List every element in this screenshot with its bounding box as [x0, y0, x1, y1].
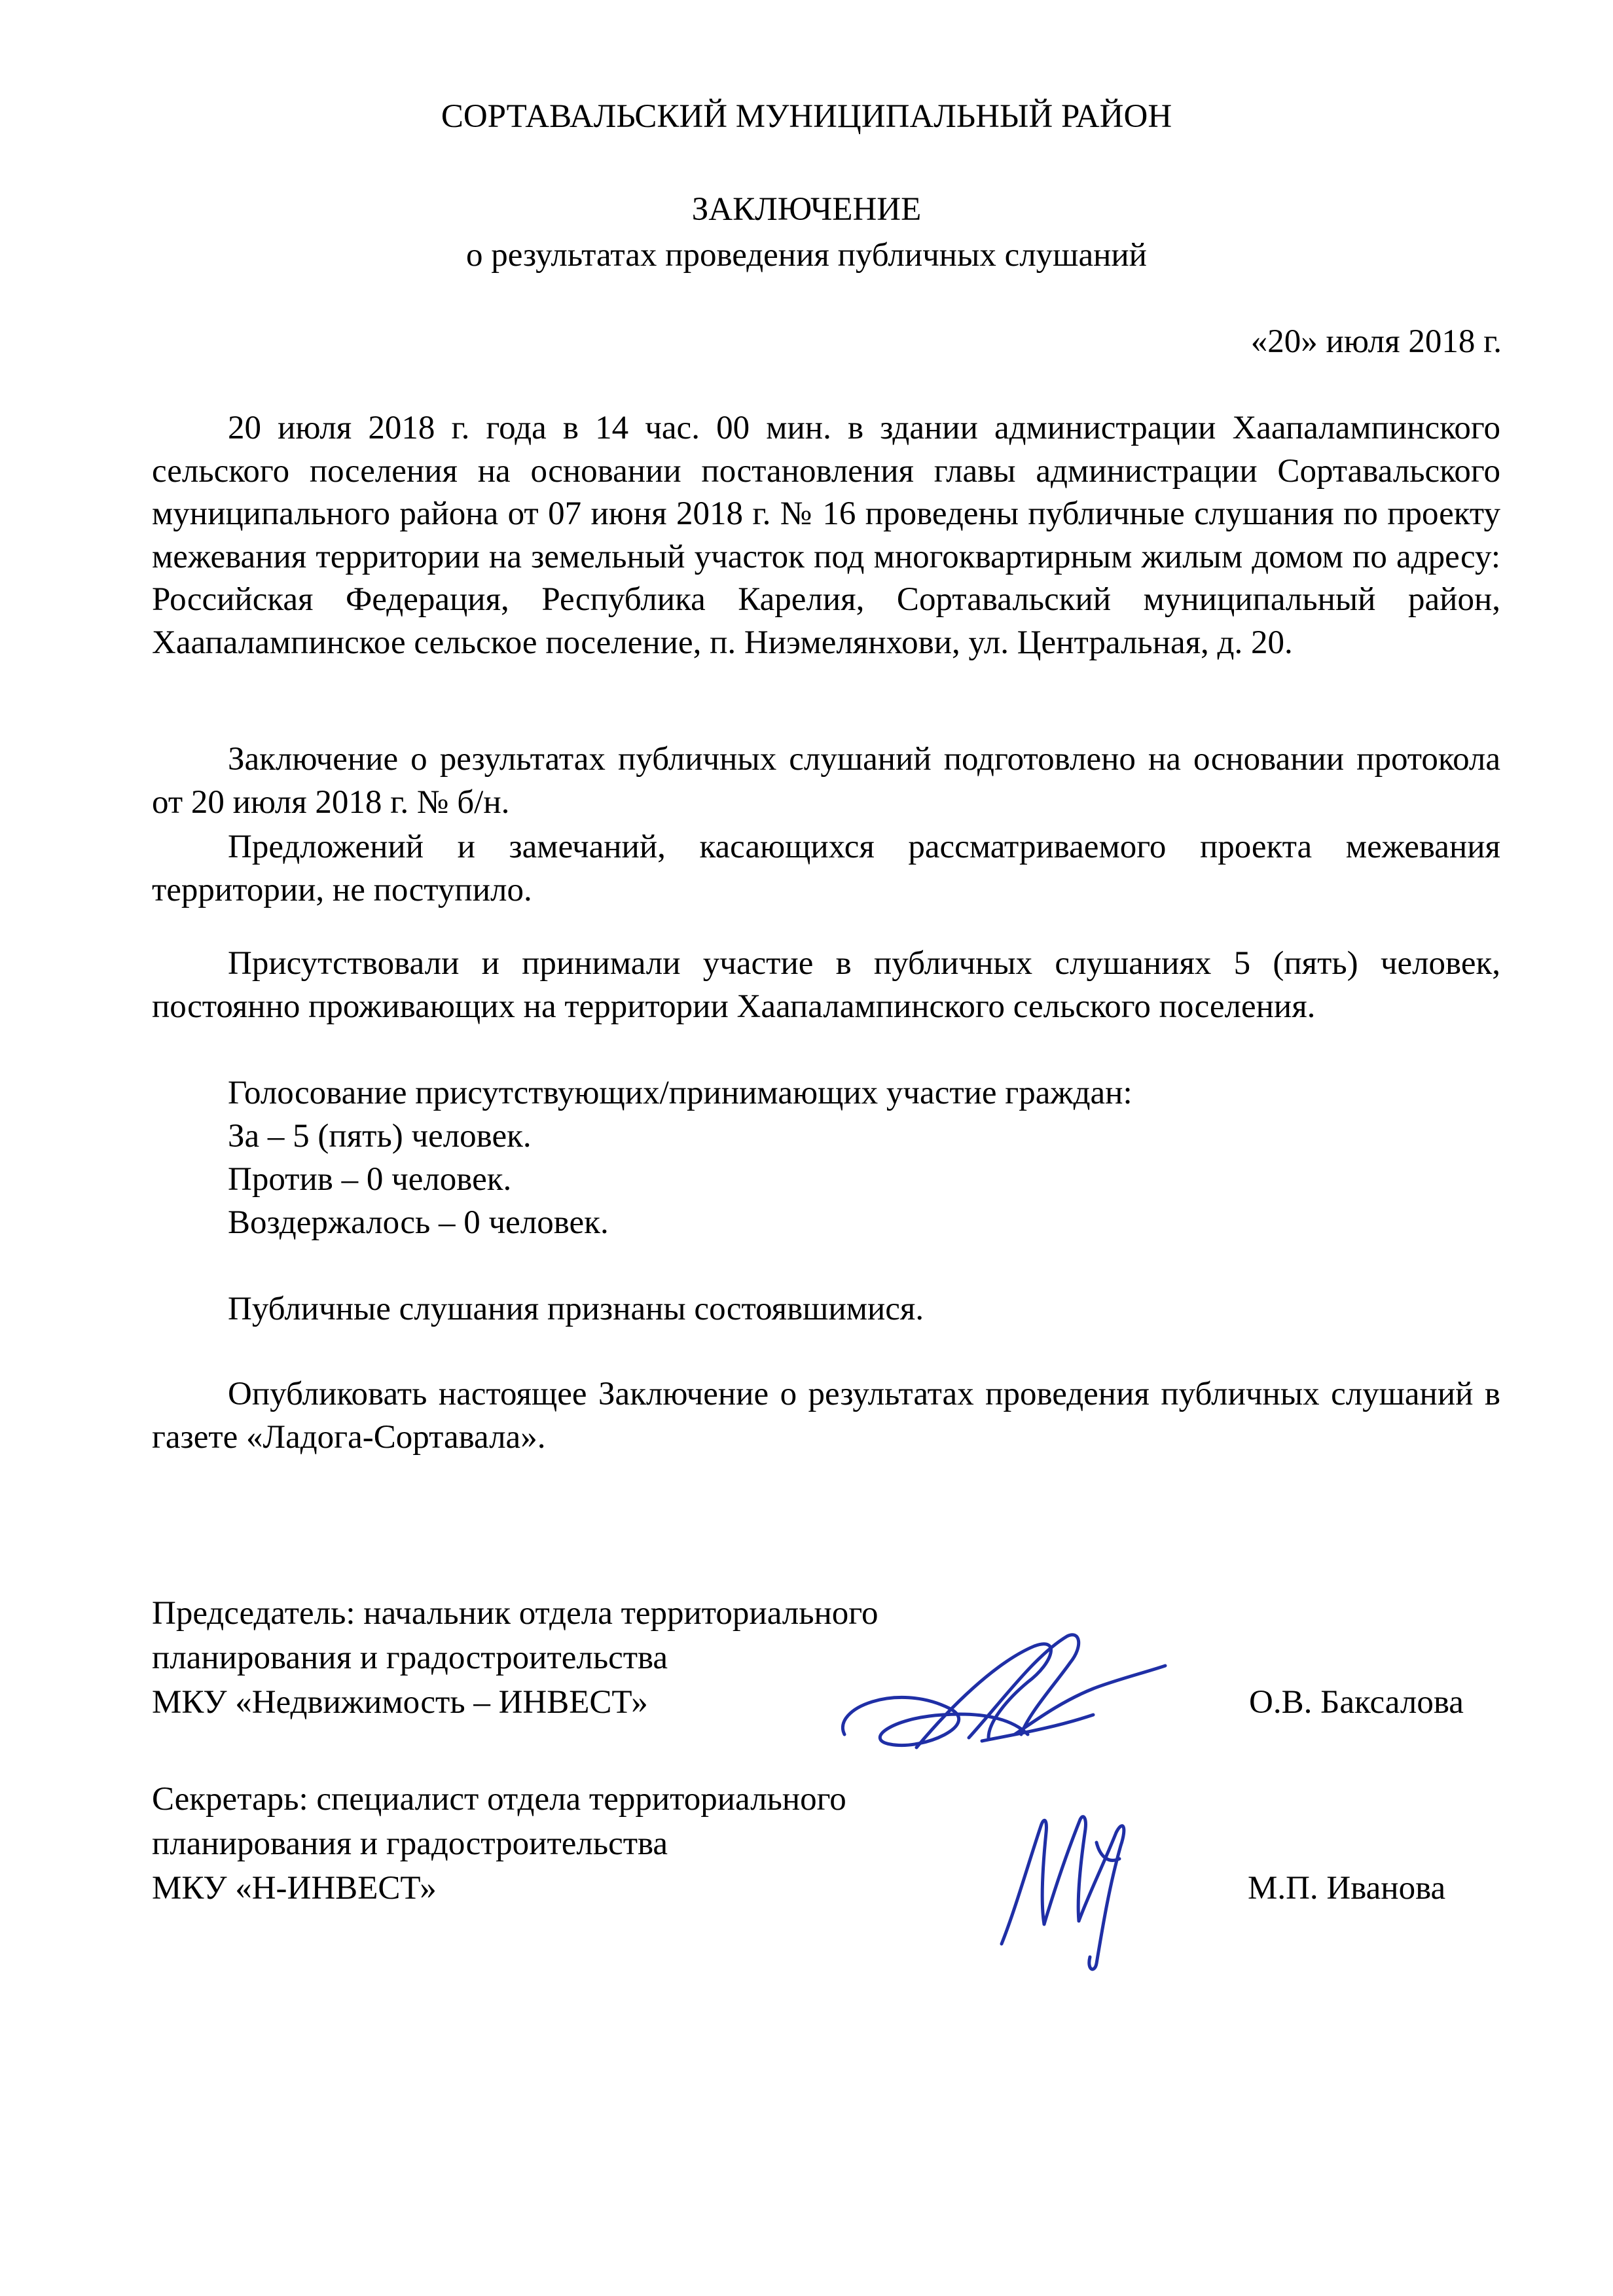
voting-title: Голосование присутствующих/принимающих участие граждан: — [228, 1075, 1133, 1111]
document-subtitle: о результатах проведения публичных слушаний — [466, 237, 1147, 274]
secretary-name: М.П. Иванова — [1248, 1870, 1446, 1907]
secretary-organization: МКУ «Н-ИНВЕСТ» — [152, 1870, 437, 1907]
secretary-position-line-2: планирования и градостроительства — [152, 1825, 668, 1862]
secretary-signature — [982, 1793, 1139, 1977]
chairman-organization: МКУ «Недвижимость – ИНВЕСТ» — [152, 1684, 648, 1721]
paragraph-publish: Опубликовать настоящее Заключение о результатах проведения публичных слушаний в газете «Ладога-Сортавала». — [152, 1376, 1500, 1456]
district-heading: СОРТАВАЛЬСКИЙ МУНИЦИПАЛЬНЫЙ РАЙОН — [441, 98, 1172, 135]
chairman-name: О.В. Баксалова — [1249, 1684, 1464, 1721]
chairman-position-line-2: планирования и градостроительства — [152, 1640, 668, 1676]
paragraph-no-proposals: Предложений и замечаний, касающихся рассматриваемого проекта межевания территории, не поступило. — [152, 829, 1500, 908]
vote-against: Против – 0 человек. — [228, 1161, 512, 1198]
paragraph-protocol: Заключение о результатах публичных слушаний подготовлено на основании протокола от 20 июля 2018 г. № б/н. — [152, 741, 1500, 821]
paragraph-hearing-details: 20 июля 2018 г. года в 14 час. 00 мин. в здании администрации Хаапалампинского сельского поселения на основании постановления главы администрации Сортавальского муниципального района от 07 июня 2018 г. № 16 проведены публичные слушания по проекту межевания территории на земельный участок под многоквартирным жилым домом по адресу: Российская Федерация, Республика Карелия, Сортавальский муниципальный район, Хаапалампинское сельское поселение, п. Ниэмелянхови, ул. Центральная, д. 20. — [152, 410, 1500, 661]
chairman-position-line-1: Председатель: начальник отдела территориального — [152, 1595, 879, 1632]
paragraph-attendance: Присутствовали и принимали участие в публичных слушаниях 5 (пять) человек, постоянно проживающих на территории Хаапалампинского сельского поселения. — [152, 945, 1500, 1025]
vote-for: За – 5 (пять) человек. — [228, 1118, 532, 1155]
vote-abstained: Воздержалось – 0 человек. — [228, 1204, 609, 1241]
document-title: ЗАКЛЮЧЕНИЕ — [691, 191, 922, 228]
chairman-signature — [818, 1610, 1172, 1774]
secretary-position-line-1: Секретарь: специалист отдела территориального — [152, 1781, 846, 1818]
conclusion-text: Публичные слушания признаны состоявшимися. — [228, 1291, 924, 1327]
document-date: «20» июля 2018 г. — [1250, 323, 1502, 360]
